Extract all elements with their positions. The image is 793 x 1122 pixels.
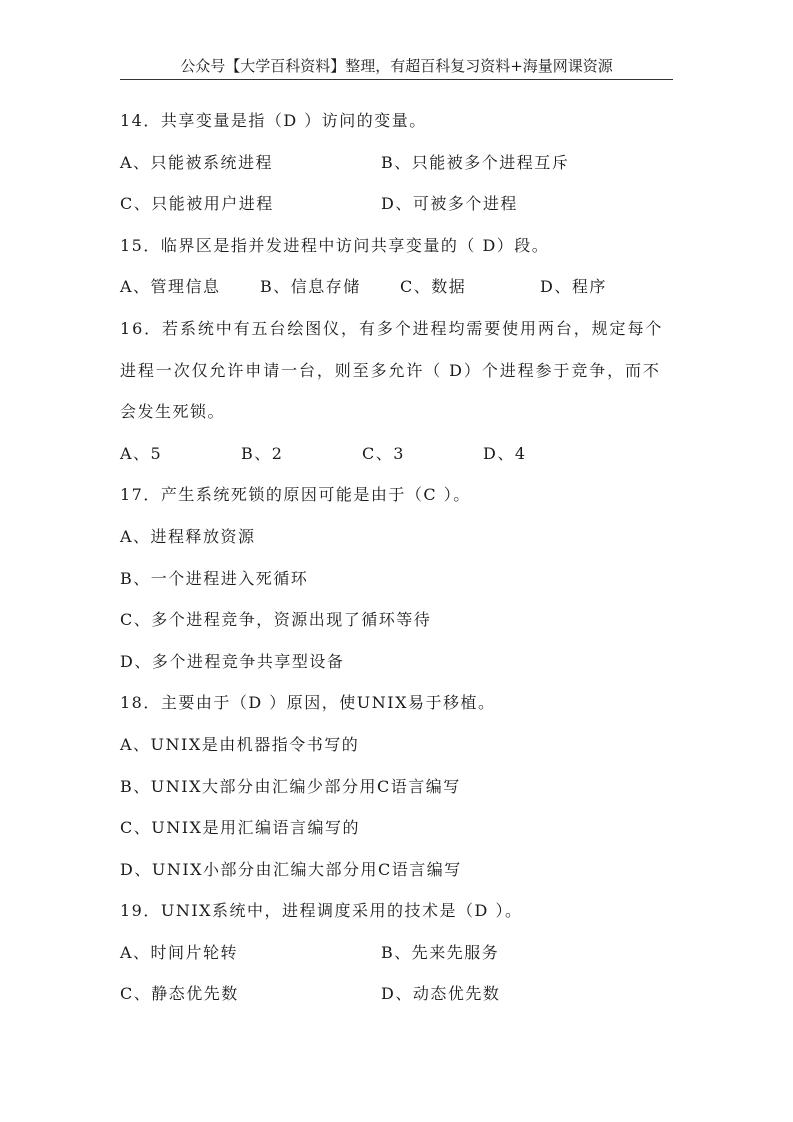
question-14-options-row-2 [120, 183, 680, 225]
question-16-options [120, 433, 680, 475]
question-14-option-b: B、只能被多个进程互斥 [381, 152, 570, 172]
question-15-options [120, 266, 680, 308]
question-16-option-b: B、2 [241, 443, 284, 463]
question-18-option-a: A、UNIX是由机器指令书写的 [120, 734, 360, 754]
question-19-option-a: A、时间片轮转 [120, 942, 239, 962]
question-19-options-row-1 [120, 932, 680, 974]
question-14-option-a: A、只能被系统进程 [120, 152, 274, 172]
question-15-option-d: D、程序 [540, 277, 607, 297]
question-18-option-c: C、UNIX是用汇编语言编写的 [120, 818, 360, 838]
question-18-stem: 18．主要由于（D ）原因，使UNIX易于移植。 [120, 693, 496, 713]
question-15-option-a: A、管理信息 [120, 277, 221, 297]
question-16-stem-line-3: 会发生死锁。 [120, 402, 226, 422]
question-16-option-a: A、5 [120, 443, 163, 463]
question-19-option-c: C、静态优先数 [120, 984, 239, 1004]
question-18-option-b: B、UNIX大部分由汇编少部分用C语言编写 [120, 776, 461, 796]
question-19-stem: 19．UNIX系统中，进程调度采用的技术是（D ）。 [120, 901, 523, 921]
question-17-option-d: D、多个进程竞争共享型设备 [120, 651, 345, 671]
question-list [120, 100, 680, 1015]
question-19-options-row-2 [120, 973, 680, 1015]
question-17-stem: 17．产生系统死锁的原因可能是由于（C ）。 [120, 485, 471, 505]
question-14-stem: 14．共享变量是指（D ）访问的变量。 [120, 111, 427, 130]
question-16-option-c: C、3 [362, 443, 405, 463]
question-18-option-d: D、UNIX小部分由汇编大部分用C语言编写 [120, 859, 462, 879]
question-17-option-b: B、一个进程进入死循环 [120, 568, 309, 588]
question-19-option-d: D、动态优先数 [381, 984, 501, 1004]
question-14-option-d: D、可被多个进程 [381, 194, 518, 214]
question-14-options-row-1 [120, 142, 680, 184]
question-16-stem-line-2: 进程一次仅允许申请一台，则至多允许（ D）个进程参于竞争，而不 [120, 360, 661, 380]
question-15-option-b: B、信息存储 [260, 277, 361, 297]
page-header: 公众号【大学百科资料】整理，有超百科复习资料+海量网课资源 [120, 56, 673, 80]
question-17-option-a: A、进程释放资源 [120, 526, 256, 546]
question-19-option-b: B、先来先服务 [381, 942, 500, 962]
question-16-stem-line-1: 16．若系统中有五台绘图仪，有多个进程均需要使用两台，规定每个 [120, 318, 664, 338]
question-14-option-c: C、只能被用户进程 [120, 194, 274, 214]
question-15-stem: 15．临界区是指并发进程中访问共享变量的（ D）段。 [120, 235, 550, 255]
question-15-option-c: C、数据 [400, 277, 467, 297]
question-16-option-d: D、4 [483, 443, 527, 463]
question-17-option-c: C、多个进程竞争，资源出现了循环等待 [120, 610, 432, 630]
